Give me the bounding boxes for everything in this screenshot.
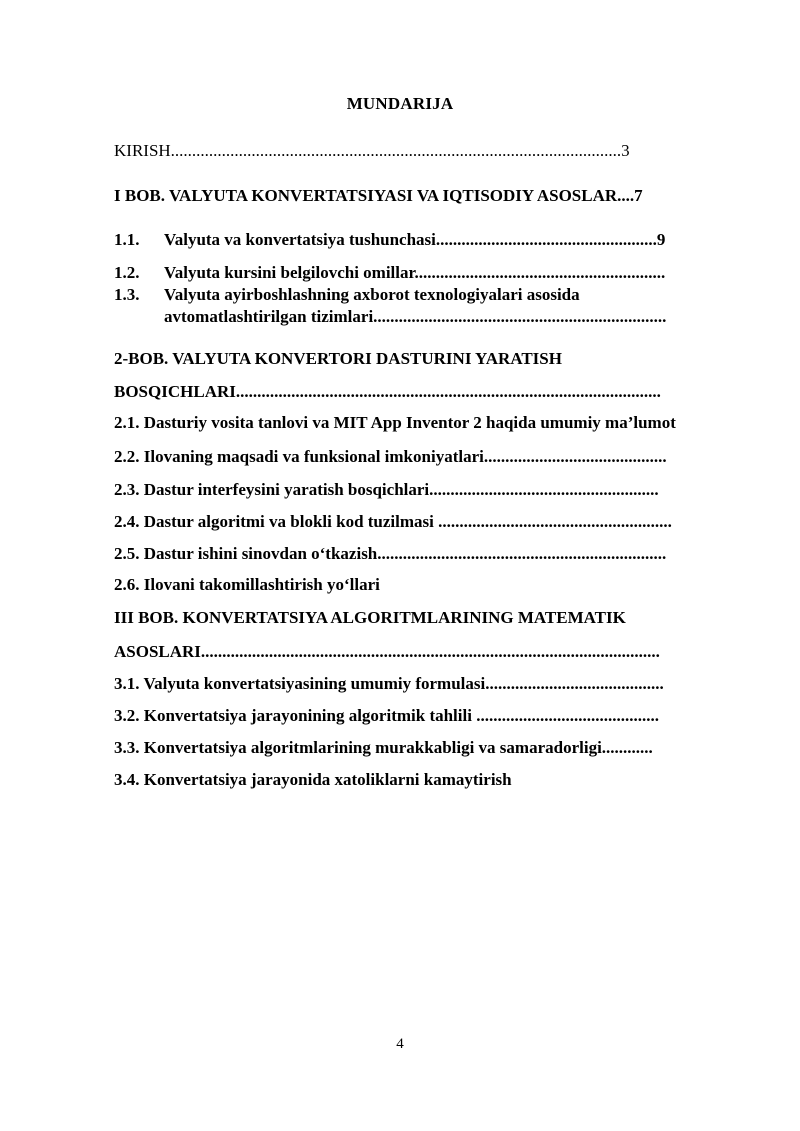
toc-text: Valyuta va konvertatsiya tushunchasi....................................................9 bbox=[164, 230, 666, 249]
toc-entry-2-4: 2.4. Dastur algoritmi va blokli kod tuzilmasi ....................................................... bbox=[114, 512, 672, 531]
toc-entry-2-6: 2.6. Ilovani takomillashtirish yo‘llari bbox=[114, 575, 380, 594]
toc-entry-1-1 bbox=[114, 229, 665, 251]
toc-chapter-2: 2-BOB. VALYUTA KONVERTORI DASTURINI YARATISH bbox=[114, 349, 562, 368]
page-title: MUNDARIJA bbox=[346, 94, 454, 113]
toc-chapter-3-continued: ASOSLARI............................................................................................................ bbox=[114, 642, 660, 661]
toc-entry-3-4: 3.4. Konvertatsiya jarayonida xatoliklarni kamaytirish bbox=[114, 770, 512, 789]
toc-number: 1.2. bbox=[114, 263, 140, 282]
toc-entry-2-1: 2.1. Dasturiy vosita tanlovi va MIT App Inventor 2 haqida umumiy ma’lumot bbox=[114, 413, 676, 432]
toc-entry-1-3 bbox=[114, 284, 580, 306]
toc-entry-1-2 bbox=[114, 262, 665, 284]
toc-entry-2-5: 2.5. Dastur ishini sinovdan o‘tkazish.................................................................... bbox=[114, 544, 667, 563]
toc-entry-3-3: 3.3. Konvertatsiya algoritmlarining murakkabligi va samaradorligi............ bbox=[114, 738, 653, 757]
toc-number: 1.1. bbox=[114, 230, 140, 249]
toc-chapter-3: III BOB. KONVERTATSIYA ALGORITMLARINING MATEMATIK bbox=[114, 608, 626, 627]
toc-entry-1-3-continued: avtomatlashtirilgan tizimlari..................................................................... bbox=[164, 307, 667, 326]
toc-chapter-1: I BOB. VALYUTA KONVERTATSIYASI VA IQTISODIY ASOSLAR....7 bbox=[114, 186, 643, 205]
toc-entry-3-1: 3.1. Valyuta konvertatsiyasining umumiy formulasi.......................................... bbox=[114, 674, 664, 693]
toc-chapter-2-continued: BOSQICHLARI.................................................................................................... bbox=[114, 382, 661, 401]
toc-entry-2-3: 2.3. Dastur interfeysini yaratish bosqichlari...................................................... bbox=[114, 480, 659, 499]
toc-entry-kirish: KIRISH..........................................................................................................3 bbox=[114, 141, 630, 160]
toc-text: Valyuta kursini belgilovchi omillar........................................................... bbox=[164, 263, 666, 282]
toc-number: 1.3. bbox=[114, 285, 140, 304]
toc-entry-3-2: 3.2. Konvertatsiya jarayonining algoritmik tahlili ........................................... bbox=[114, 706, 659, 725]
toc-entry-2-2: 2.2. Ilovaning maqsadi va funksional imkoniyatlari........................................... bbox=[114, 447, 667, 466]
page-number: 4 bbox=[396, 1036, 404, 1052]
toc-text: Valyuta ayirboshlashning axborot texnologiyalari asosida bbox=[164, 285, 580, 304]
